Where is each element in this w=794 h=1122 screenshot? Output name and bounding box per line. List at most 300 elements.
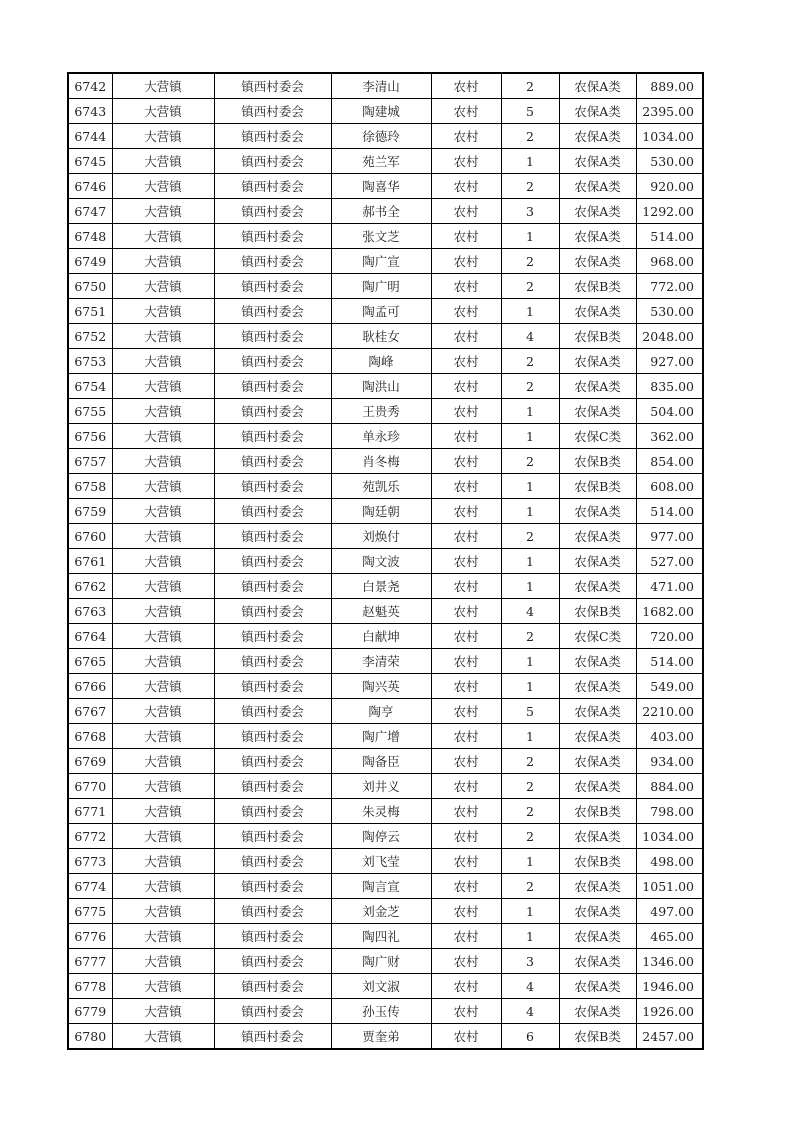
name-cell: 陶兴英 — [331, 674, 431, 699]
household-type-cell: 农村 — [431, 424, 501, 449]
name-cell: 刘井义 — [331, 774, 431, 799]
record-id-cell: 6748 — [68, 224, 112, 249]
table-row — [68, 174, 703, 199]
town-cell: 大营镇 — [112, 499, 214, 524]
household-type-cell: 农村 — [431, 524, 501, 549]
insurance-category-cell: 农保B类 — [559, 474, 636, 499]
village-committee-cell: 镇西村委会 — [214, 1024, 331, 1050]
town-cell: 大营镇 — [112, 874, 214, 899]
insurance-category-cell: 农保A类 — [559, 149, 636, 174]
insurance-category-cell: 农保A类 — [559, 199, 636, 224]
family-size-cell: 1 — [501, 649, 559, 674]
insurance-category-cell: 农保A类 — [559, 299, 636, 324]
amount-cell: 608.00 — [636, 474, 703, 499]
village-committee-cell: 镇西村委会 — [214, 774, 331, 799]
table-row — [68, 149, 703, 174]
household-type-cell: 农村 — [431, 149, 501, 174]
amount-cell: 530.00 — [636, 149, 703, 174]
name-cell: 陶广明 — [331, 274, 431, 299]
name-cell: 王贵秀 — [331, 399, 431, 424]
insurance-category-cell: 农保B类 — [559, 599, 636, 624]
record-id-cell: 6762 — [68, 574, 112, 599]
household-type-cell: 农村 — [431, 699, 501, 724]
name-cell: 郝书全 — [331, 199, 431, 224]
village-committee-cell: 镇西村委会 — [214, 499, 331, 524]
record-id-cell: 6760 — [68, 524, 112, 549]
family-size-cell: 4 — [501, 324, 559, 349]
household-type-cell: 农村 — [431, 824, 501, 849]
amount-cell: 1682.00 — [636, 599, 703, 624]
amount-cell: 504.00 — [636, 399, 703, 424]
town-cell: 大营镇 — [112, 324, 214, 349]
village-committee-cell: 镇西村委会 — [214, 649, 331, 674]
name-cell: 刘金芝 — [331, 899, 431, 924]
insurance-category-cell: 农保A类 — [559, 524, 636, 549]
family-size-cell: 6 — [501, 1024, 559, 1050]
table-row — [68, 99, 703, 124]
household-type-cell: 农村 — [431, 674, 501, 699]
family-size-cell: 2 — [501, 73, 559, 99]
town-cell: 大营镇 — [112, 724, 214, 749]
village-committee-cell: 镇西村委会 — [214, 974, 331, 999]
family-size-cell: 1 — [501, 499, 559, 524]
table-row — [68, 274, 703, 299]
town-cell: 大营镇 — [112, 1024, 214, 1050]
amount-cell: 2210.00 — [636, 699, 703, 724]
amount-cell: 835.00 — [636, 374, 703, 399]
town-cell: 大营镇 — [112, 849, 214, 874]
village-committee-cell: 镇西村委会 — [214, 749, 331, 774]
name-cell: 白景尧 — [331, 574, 431, 599]
insurance-category-cell: 农保B类 — [559, 1024, 636, 1050]
name-cell: 陶峰 — [331, 349, 431, 374]
family-size-cell: 2 — [501, 824, 559, 849]
household-type-cell: 农村 — [431, 274, 501, 299]
household-type-cell: 农村 — [431, 224, 501, 249]
village-committee-cell: 镇西村委会 — [214, 324, 331, 349]
amount-cell: 514.00 — [636, 499, 703, 524]
insurance-category-cell: 农保A类 — [559, 999, 636, 1024]
record-id-cell: 6747 — [68, 199, 112, 224]
name-cell: 张文芝 — [331, 224, 431, 249]
town-cell: 大营镇 — [112, 574, 214, 599]
record-id-cell: 6766 — [68, 674, 112, 699]
table-row — [68, 649, 703, 674]
insurance-category-cell: 农保A类 — [559, 824, 636, 849]
amount-cell: 1034.00 — [636, 824, 703, 849]
town-cell: 大营镇 — [112, 924, 214, 949]
town-cell: 大营镇 — [112, 274, 214, 299]
village-committee-cell: 镇西村委会 — [214, 524, 331, 549]
table-row — [68, 299, 703, 324]
household-type-cell: 农村 — [431, 73, 501, 99]
amount-cell: 884.00 — [636, 774, 703, 799]
name-cell: 李清荣 — [331, 649, 431, 674]
table-row — [68, 374, 703, 399]
name-cell: 朱灵梅 — [331, 799, 431, 824]
household-type-cell: 农村 — [431, 899, 501, 924]
town-cell: 大营镇 — [112, 699, 214, 724]
household-type-cell: 农村 — [431, 474, 501, 499]
table-row — [68, 399, 703, 424]
household-type-cell: 农村 — [431, 99, 501, 124]
town-cell: 大营镇 — [112, 799, 214, 824]
insurance-category-cell: 农保B类 — [559, 849, 636, 874]
name-cell: 陶廷朝 — [331, 499, 431, 524]
household-type-cell: 农村 — [431, 774, 501, 799]
table-row — [68, 549, 703, 574]
table-row — [68, 499, 703, 524]
name-cell: 白献坤 — [331, 624, 431, 649]
insurance-category-cell: 农保B类 — [559, 799, 636, 824]
amount-cell: 514.00 — [636, 224, 703, 249]
insurance-category-cell: 农保A类 — [559, 974, 636, 999]
name-cell: 陶言宣 — [331, 874, 431, 899]
name-cell: 耿桂女 — [331, 324, 431, 349]
town-cell: 大营镇 — [112, 749, 214, 774]
insurance-category-cell: 农保C类 — [559, 624, 636, 649]
town-cell: 大营镇 — [112, 774, 214, 799]
table-row — [68, 73, 703, 99]
name-cell: 刘文淑 — [331, 974, 431, 999]
amount-cell: 934.00 — [636, 749, 703, 774]
record-id-cell: 6754 — [68, 374, 112, 399]
record-id-cell: 6767 — [68, 699, 112, 724]
town-cell: 大营镇 — [112, 399, 214, 424]
family-size-cell: 3 — [501, 199, 559, 224]
household-type-cell: 农村 — [431, 549, 501, 574]
table-row — [68, 924, 703, 949]
household-type-cell: 农村 — [431, 849, 501, 874]
town-cell: 大营镇 — [112, 174, 214, 199]
village-committee-cell: 镇西村委会 — [214, 724, 331, 749]
record-id-cell: 6776 — [68, 924, 112, 949]
insurance-category-cell: 农保A类 — [559, 724, 636, 749]
amount-cell: 889.00 — [636, 73, 703, 99]
town-cell: 大营镇 — [112, 899, 214, 924]
table-row — [68, 949, 703, 974]
family-size-cell: 2 — [501, 624, 559, 649]
town-cell: 大营镇 — [112, 424, 214, 449]
family-size-cell: 1 — [501, 224, 559, 249]
amount-cell: 2457.00 — [636, 1024, 703, 1050]
village-committee-cell: 镇西村委会 — [214, 174, 331, 199]
household-type-cell: 农村 — [431, 924, 501, 949]
table-row — [68, 974, 703, 999]
record-id-cell: 6777 — [68, 949, 112, 974]
insurance-category-cell: 农保C类 — [559, 424, 636, 449]
town-cell: 大营镇 — [112, 224, 214, 249]
table-row — [68, 799, 703, 824]
household-type-cell: 农村 — [431, 299, 501, 324]
village-committee-cell: 镇西村委会 — [214, 124, 331, 149]
record-id-cell: 6750 — [68, 274, 112, 299]
family-size-cell: 3 — [501, 949, 559, 974]
family-size-cell: 2 — [501, 524, 559, 549]
record-id-cell: 6742 — [68, 73, 112, 99]
family-size-cell: 2 — [501, 774, 559, 799]
record-id-cell: 6764 — [68, 624, 112, 649]
table-body — [68, 73, 703, 1049]
town-cell: 大营镇 — [112, 99, 214, 124]
household-type-cell: 农村 — [431, 1024, 501, 1050]
insurance-category-cell: 农保B类 — [559, 274, 636, 299]
record-id-cell: 6761 — [68, 549, 112, 574]
household-type-cell: 农村 — [431, 574, 501, 599]
village-committee-cell: 镇西村委会 — [214, 874, 331, 899]
household-type-cell: 农村 — [431, 174, 501, 199]
household-type-cell: 农村 — [431, 399, 501, 424]
insurance-category-cell: 农保B类 — [559, 449, 636, 474]
household-type-cell: 农村 — [431, 874, 501, 899]
amount-cell: 471.00 — [636, 574, 703, 599]
amount-cell: 977.00 — [636, 524, 703, 549]
town-cell: 大营镇 — [112, 474, 214, 499]
town-cell: 大营镇 — [112, 299, 214, 324]
amount-cell: 1292.00 — [636, 199, 703, 224]
family-size-cell: 1 — [501, 924, 559, 949]
table-row — [68, 624, 703, 649]
village-committee-cell: 镇西村委会 — [214, 899, 331, 924]
table-row — [68, 999, 703, 1024]
insurance-category-cell: 农保B类 — [559, 324, 636, 349]
table-row — [68, 249, 703, 274]
household-type-cell: 农村 — [431, 724, 501, 749]
amount-cell: 1051.00 — [636, 874, 703, 899]
table-row — [68, 199, 703, 224]
village-committee-cell: 镇西村委会 — [214, 374, 331, 399]
name-cell: 苑兰军 — [331, 149, 431, 174]
town-cell: 大营镇 — [112, 599, 214, 624]
record-id-cell: 6774 — [68, 874, 112, 899]
town-cell: 大营镇 — [112, 974, 214, 999]
village-committee-cell: 镇西村委会 — [214, 849, 331, 874]
insurance-category-cell: 农保A类 — [559, 899, 636, 924]
insurance-category-cell: 农保A类 — [559, 124, 636, 149]
name-cell: 陶广财 — [331, 949, 431, 974]
table-row — [68, 699, 703, 724]
record-id-cell: 6772 — [68, 824, 112, 849]
name-cell: 陶孟可 — [331, 299, 431, 324]
record-id-cell: 6759 — [68, 499, 112, 524]
town-cell: 大营镇 — [112, 124, 214, 149]
name-cell: 刘焕付 — [331, 524, 431, 549]
amount-cell: 772.00 — [636, 274, 703, 299]
town-cell: 大营镇 — [112, 149, 214, 174]
record-id-cell: 6780 — [68, 1024, 112, 1050]
household-type-cell: 农村 — [431, 799, 501, 824]
town-cell: 大营镇 — [112, 549, 214, 574]
insurance-category-cell: 农保A类 — [559, 73, 636, 99]
village-committee-cell: 镇西村委会 — [214, 73, 331, 99]
household-type-cell: 农村 — [431, 649, 501, 674]
town-cell: 大营镇 — [112, 349, 214, 374]
household-type-cell: 农村 — [431, 249, 501, 274]
amount-cell: 854.00 — [636, 449, 703, 474]
family-size-cell: 5 — [501, 99, 559, 124]
amount-cell: 927.00 — [636, 349, 703, 374]
village-committee-cell: 镇西村委会 — [214, 674, 331, 699]
village-committee-cell: 镇西村委会 — [214, 624, 331, 649]
table-row — [68, 124, 703, 149]
insurance-category-cell: 农保A类 — [559, 574, 636, 599]
family-size-cell: 1 — [501, 424, 559, 449]
record-id-cell: 6779 — [68, 999, 112, 1024]
record-id-cell: 6778 — [68, 974, 112, 999]
table-row — [68, 749, 703, 774]
name-cell: 徐德玲 — [331, 124, 431, 149]
record-id-cell: 6744 — [68, 124, 112, 149]
insurance-category-cell: 农保A类 — [559, 699, 636, 724]
household-type-cell: 农村 — [431, 599, 501, 624]
amount-cell: 527.00 — [636, 549, 703, 574]
insurance-category-cell: 农保A类 — [559, 674, 636, 699]
household-type-cell: 农村 — [431, 949, 501, 974]
family-size-cell: 4 — [501, 999, 559, 1024]
village-committee-cell: 镇西村委会 — [214, 824, 331, 849]
village-committee-cell: 镇西村委会 — [214, 699, 331, 724]
table-row — [68, 674, 703, 699]
town-cell: 大营镇 — [112, 249, 214, 274]
household-type-cell: 农村 — [431, 124, 501, 149]
name-cell: 陶文波 — [331, 549, 431, 574]
village-committee-cell: 镇西村委会 — [214, 99, 331, 124]
name-cell: 陶广宣 — [331, 249, 431, 274]
family-size-cell: 1 — [501, 549, 559, 574]
record-id-cell: 6743 — [68, 99, 112, 124]
amount-cell: 549.00 — [636, 674, 703, 699]
family-size-cell: 1 — [501, 849, 559, 874]
record-id-cell: 6758 — [68, 474, 112, 499]
household-type-cell: 农村 — [431, 324, 501, 349]
name-cell: 肖冬梅 — [331, 449, 431, 474]
name-cell: 陶亨 — [331, 699, 431, 724]
name-cell: 单永珍 — [331, 424, 431, 449]
village-committee-cell: 镇西村委会 — [214, 224, 331, 249]
insurance-category-cell: 农保A类 — [559, 874, 636, 899]
record-id-cell: 6775 — [68, 899, 112, 924]
name-cell: 陶建城 — [331, 99, 431, 124]
family-size-cell: 2 — [501, 449, 559, 474]
record-id-cell: 6753 — [68, 349, 112, 374]
insurance-category-cell: 农保A类 — [559, 499, 636, 524]
record-id-cell: 6752 — [68, 324, 112, 349]
town-cell: 大营镇 — [112, 524, 214, 549]
family-size-cell: 4 — [501, 599, 559, 624]
table-row — [68, 424, 703, 449]
household-type-cell: 农村 — [431, 374, 501, 399]
family-size-cell: 1 — [501, 299, 559, 324]
village-committee-cell: 镇西村委会 — [214, 474, 331, 499]
family-size-cell: 1 — [501, 149, 559, 174]
village-committee-cell: 镇西村委会 — [214, 549, 331, 574]
family-size-cell: 1 — [501, 899, 559, 924]
record-id-cell: 6756 — [68, 424, 112, 449]
town-cell: 大营镇 — [112, 624, 214, 649]
name-cell: 赵魁英 — [331, 599, 431, 624]
insurance-category-cell: 农保A类 — [559, 749, 636, 774]
amount-cell: 1946.00 — [636, 974, 703, 999]
household-type-cell: 农村 — [431, 999, 501, 1024]
family-size-cell: 1 — [501, 674, 559, 699]
amount-cell: 1346.00 — [636, 949, 703, 974]
amount-cell: 798.00 — [636, 799, 703, 824]
name-cell: 陶停云 — [331, 824, 431, 849]
amount-cell: 514.00 — [636, 649, 703, 674]
name-cell: 孙玉传 — [331, 999, 431, 1024]
amount-cell: 403.00 — [636, 724, 703, 749]
insurance-category-cell: 农保A类 — [559, 99, 636, 124]
name-cell: 陶四礼 — [331, 924, 431, 949]
amount-cell: 1034.00 — [636, 124, 703, 149]
table-row — [68, 574, 703, 599]
village-committee-cell: 镇西村委会 — [214, 949, 331, 974]
insurance-category-cell: 农保A类 — [559, 924, 636, 949]
name-cell: 李清山 — [331, 73, 431, 99]
benefit-table — [67, 72, 704, 1050]
village-committee-cell: 镇西村委会 — [214, 299, 331, 324]
insurance-category-cell: 农保A类 — [559, 224, 636, 249]
table-row — [68, 899, 703, 924]
insurance-category-cell: 农保A类 — [559, 399, 636, 424]
amount-cell: 2395.00 — [636, 99, 703, 124]
household-type-cell: 农村 — [431, 349, 501, 374]
household-type-cell: 农村 — [431, 199, 501, 224]
village-committee-cell: 镇西村委会 — [214, 924, 331, 949]
record-id-cell: 6771 — [68, 799, 112, 824]
family-size-cell: 1 — [501, 724, 559, 749]
name-cell: 陶洪山 — [331, 374, 431, 399]
record-id-cell: 6770 — [68, 774, 112, 799]
insurance-category-cell: 农保A类 — [559, 549, 636, 574]
village-committee-cell: 镇西村委会 — [214, 399, 331, 424]
family-size-cell: 2 — [501, 799, 559, 824]
family-size-cell: 2 — [501, 874, 559, 899]
table-row — [68, 224, 703, 249]
record-id-cell: 6773 — [68, 849, 112, 874]
amount-cell: 497.00 — [636, 899, 703, 924]
record-id-cell: 6755 — [68, 399, 112, 424]
table-row — [68, 449, 703, 474]
town-cell: 大营镇 — [112, 674, 214, 699]
table-row — [68, 524, 703, 549]
village-committee-cell: 镇西村委会 — [214, 449, 331, 474]
household-type-cell: 农村 — [431, 499, 501, 524]
family-size-cell: 2 — [501, 174, 559, 199]
insurance-category-cell: 农保A类 — [559, 174, 636, 199]
village-committee-cell: 镇西村委会 — [214, 424, 331, 449]
village-committee-cell: 镇西村委会 — [214, 349, 331, 374]
record-id-cell: 6765 — [68, 649, 112, 674]
insurance-category-cell: 农保A类 — [559, 349, 636, 374]
amount-cell: 2048.00 — [636, 324, 703, 349]
town-cell: 大营镇 — [112, 824, 214, 849]
record-id-cell: 6757 — [68, 449, 112, 474]
table-row — [68, 324, 703, 349]
amount-cell: 920.00 — [636, 174, 703, 199]
village-committee-cell: 镇西村委会 — [214, 574, 331, 599]
record-id-cell: 6751 — [68, 299, 112, 324]
amount-cell: 968.00 — [636, 249, 703, 274]
record-id-cell: 6763 — [68, 599, 112, 624]
insurance-category-cell: 农保A类 — [559, 249, 636, 274]
town-cell: 大营镇 — [112, 949, 214, 974]
name-cell: 苑凯乐 — [331, 474, 431, 499]
table-row — [68, 349, 703, 374]
family-size-cell: 2 — [501, 124, 559, 149]
table-row — [68, 1024, 703, 1050]
village-committee-cell: 镇西村委会 — [214, 599, 331, 624]
